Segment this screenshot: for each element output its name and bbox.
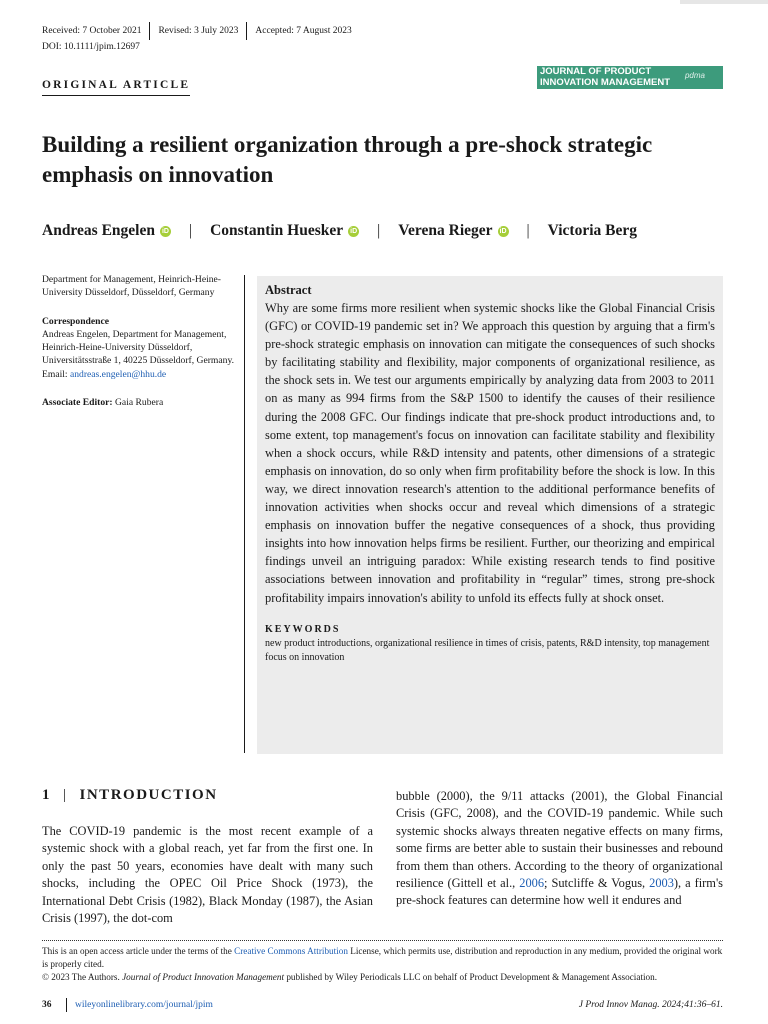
intro-text: ; Sutcliffe & Vogus, <box>544 876 650 891</box>
section-title: INTRODUCTION <box>79 787 218 803</box>
copyright-text: published by Wiley Periodicals LLC on behalf of Product Development & Management Association. <box>284 972 658 982</box>
abstract-text: Why are some firms more resilient when systemic shocks like the Global Financial Crisis (GFC) or COVID-19 pandemic set in? We approach this question by arguing that a firm's pre-shock strategic emphasis on innovation can mitigate the consequences of such shocks by facilitating stability and flexibility, major components of organizational resilience, as the shock sets in. We test our arguments empirically by analyzing data from 2003 to 2011 on as many as 994 firms from the S&P 1500 to identify the causes of their resilience during the 2008 GFC. Our findings indicate that pre-shock product introductions and, to some extent, top management's focus on innovation can facilitate stability and flexibility when a shock occurs, while R&D intensity and patents, other dimensions of a strategic emphasis on innovation, do so only when firm profitability before the shock is low. In this way, we direct innovation research's attention to the additional performance benefits of innovation activities when shocks occur and reveal which dimensions of a strategic emphasis on innovation buffer the negative consequences of a shock, thus providing insights into how innovation helps firms be resilient. Further, our theorizing and empirical findings unveil an intriguing paradox: While existing research tends to find positive associations between innovation and profitability in “regular” times, strong pre-shock profitability impairs innovation's ability to unfold its effects fully at shock onset. <box>265 301 715 605</box>
section-number: 1 <box>42 787 51 803</box>
page-footer <box>42 998 723 1012</box>
abstract-heading: Abstract <box>265 283 312 297</box>
correspondence-heading: Correspondence <box>42 315 109 327</box>
email-link[interactable]: andreas.engelen@hhu.de <box>69 368 167 380</box>
author-name[interactable]: Andreas Engelen <box>42 222 155 239</box>
license-notice <box>42 945 723 984</box>
intro-column-left: The COVID-19 pandemic is the most recent example of a systemic shock with a global reach, yet far from the first one. In only the past 50 years, economies have dealt with many such shocks, including the OPEC Oil Price Shock (1973), the International Debt Crisis (1982), Black Monday (1987), the Asian Crisis (1997), the dot-com <box>42 824 373 926</box>
top-corner-tab <box>680 0 768 4</box>
intro-text: bubble (2000), the 9/11 attacks (2001), the Global Financial Crisis (GFC, 2008), and the COVID-19 pandemic. While such systemic shocks always threaten negative effects on many firms, some firms are better able to sustain their businesses and rebound from them than others. According to the theory of organizational resilience (Gittell et al., <box>396 789 723 891</box>
keywords-heading: KEYWORDS <box>265 623 341 635</box>
license-text: This is an open access article under the terms of the <box>42 946 235 956</box>
orcid-icon[interactable]: iD <box>161 227 169 235</box>
revised-date: Revised: 3 July 2023 <box>158 26 239 36</box>
author-name[interactable]: Victoria Berg <box>547 222 637 239</box>
citation-link[interactable]: 2003 <box>649 876 674 891</box>
section-separator: | <box>63 787 68 803</box>
journal-logo-line1: JOURNAL OF PRODUCT <box>540 66 652 77</box>
author-list <box>42 222 637 240</box>
received-date: Received: 7 October 2021 <box>42 26 142 36</box>
correspondence-text: Andreas Engelen, Department for Management, Heinrich-Heine-University Düsseldorf, Universitätsstraße 1, 40225 Düsseldorf, Germany. <box>42 328 235 367</box>
doi: DOI: 10.1111/jpim.12697 <box>42 42 140 52</box>
email-label: Email: <box>42 368 70 380</box>
journal-name: Journal of Product Innovation Management <box>122 972 285 982</box>
correspondence-block <box>42 315 234 381</box>
intro-column-right <box>396 788 723 910</box>
accepted-date: Accepted: 7 August 2023 <box>255 26 352 36</box>
affiliation-sidebar <box>42 273 234 424</box>
author-name[interactable]: Constantin Huesker <box>210 222 344 239</box>
orcid-icon[interactable]: iD <box>499 227 507 235</box>
footnote-divider <box>42 940 723 941</box>
intro-text: ), a firm's pre-shock features can determine how well it endures and <box>396 876 723 908</box>
author-separator: | <box>188 222 193 239</box>
article-history <box>42 22 360 40</box>
article-type: ORIGINAL ARTICLE <box>42 79 190 96</box>
affiliation: Department for Management, Heinrich-Heine-University Düsseldorf, Düsseldorf, Germany <box>42 274 222 299</box>
copyright-text: © 2023 The Authors. <box>42 972 123 982</box>
page-number: 36 <box>42 1000 52 1010</box>
orcid-icon[interactable]: iD <box>350 227 358 235</box>
associate-editor-label: Associate Editor: <box>42 397 113 409</box>
abstract-box <box>257 276 723 754</box>
pdma-logo-mark: pdma <box>684 71 705 80</box>
author-separator: | <box>377 222 381 239</box>
footer-divider <box>66 998 67 1012</box>
journal-citation: J Prod Innov Manag. 2024;41:36–61. <box>578 1000 723 1010</box>
article-title: Building a resilient organization through a pre-shock strategic emphasis on innovation <box>42 132 653 187</box>
license-link[interactable]: Creative Commons Attribution <box>234 946 348 956</box>
journal-logo-line2: INNOVATION MANAGEMENT <box>540 76 671 88</box>
citation-link[interactable]: 2006 <box>519 876 545 891</box>
journal-url-link[interactable]: wileyonlinelibrary.com/journal/jpim <box>75 1000 213 1010</box>
author-name[interactable]: Verena Rieger <box>398 222 493 239</box>
section-heading <box>42 787 218 804</box>
keywords-text: new product introductions, organizational resilience in times of crisis, patents, R&D intensity, top management focus on innovation <box>265 637 710 663</box>
associate-editor-name: Gaia Rubera <box>112 397 164 409</box>
journal-logo <box>537 66 723 89</box>
sidebar-divider <box>244 275 245 753</box>
author-separator: | <box>526 222 530 239</box>
associate-editor <box>42 396 234 409</box>
license-text: License, which permits use, distribution and reproduction in any medium, provided the original work is properly cited. <box>42 946 723 969</box>
